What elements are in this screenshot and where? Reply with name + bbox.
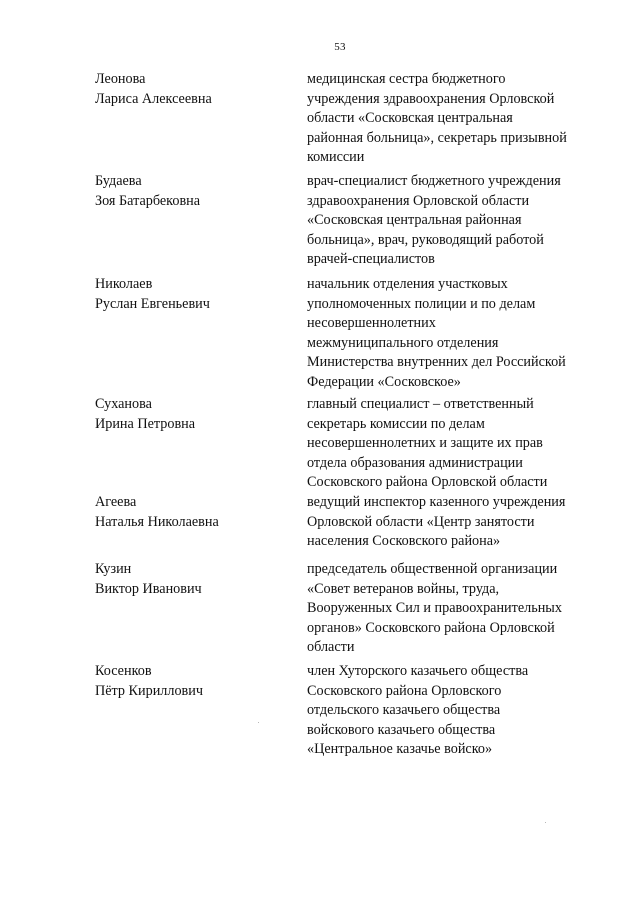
scan-speck [258,722,259,723]
role-line: Орловской области «Центр занятости [307,513,535,530]
member-role [307,70,597,168]
member-surname: Агеева [95,494,137,510]
role-line: районная больница», секретарь призывной [307,129,567,146]
member-role [307,395,597,493]
role-line: войскового казачьего общества [307,721,496,738]
member-surname: Суханова [95,396,152,412]
member-name [95,493,295,532]
role-line: органов» Сосковского района Орловской [307,619,555,636]
page-number: 53 [334,41,346,53]
member-given-names: Виктор Иванович [95,580,202,597]
member-surname: Косенков [95,663,152,679]
member-role [307,275,597,392]
role-line: медицинская сестра бюджетного [307,71,506,87]
role-line: председатель общественной организации [307,561,558,577]
role-line: член Хуторского казачьего общества [307,663,529,679]
role-line: «Совет ветеранов войны, труда, [307,580,500,597]
role-line: Вооруженных Сил и правоохранительных [307,600,562,616]
member-given-names: Пётр Кириллович [95,682,203,699]
member-given-names: Наталья Николаевна [95,513,219,530]
role-line: комиссии [307,149,365,165]
member-given-names: Лариса Алексеевна [95,90,212,107]
role-line: межмуниципального отделения [307,334,499,351]
member-name [95,560,295,599]
member-name [95,172,295,211]
role-line: населения Сосковского района» [307,533,501,549]
role-line: области «Сосковская центральная [307,110,513,126]
role-line: отдельского казачьего общества [307,702,501,718]
member-role [307,493,597,552]
scan-speck [545,822,546,823]
member-surname: Кузин [95,561,132,577]
member-surname: Леонова [95,71,146,87]
role-line: Сосковского района Орловской области [307,474,548,490]
role-line: уполномоченных полиции и по делам [307,295,536,312]
role-line: здравоохранения Орловской области [307,192,530,209]
role-line: «Сосковская центральная районная [307,212,522,228]
role-line: несовершеннолетних [307,315,436,331]
role-line: Министерства внутренних дел Российской [307,354,566,370]
role-line: области [307,639,355,655]
member-name [95,275,295,314]
role-line: врач-специалист бюджетного учреждения [307,173,561,189]
member-name [95,395,295,434]
role-line: Федерации «Сосковское» [307,373,461,390]
member-given-names: Руслан Евгеньевич [95,295,210,312]
member-role [307,172,597,270]
role-line: Сосковского района Орловского [307,682,502,699]
role-line: больница», врач, руководящий работой [307,231,544,248]
member-name [95,70,295,109]
member-given-names: Зоя Батарбековна [95,192,201,209]
member-given-names: Ирина Петровна [95,415,196,432]
member-role [307,560,597,658]
role-line: учреждения здравоохранения Орловской [307,90,555,107]
role-line: начальник отделения участковых [307,276,508,292]
member-role [307,662,597,760]
member-surname: Будаева [95,173,142,189]
member-surname: Николаев [95,276,153,292]
role-line: главный специалист – ответственный [307,396,534,412]
role-line: «Центральное казачье войско» [307,741,493,757]
role-line: несовершеннолетних и защите их прав [307,435,543,451]
member-name [95,662,295,701]
role-line: секретарь комиссии по делам [307,415,485,432]
role-line: ведущий инспектор казенного учреждения [307,494,566,510]
role-line: отдела образования администрации [307,454,523,471]
role-line: врачей-специалистов [307,251,435,267]
